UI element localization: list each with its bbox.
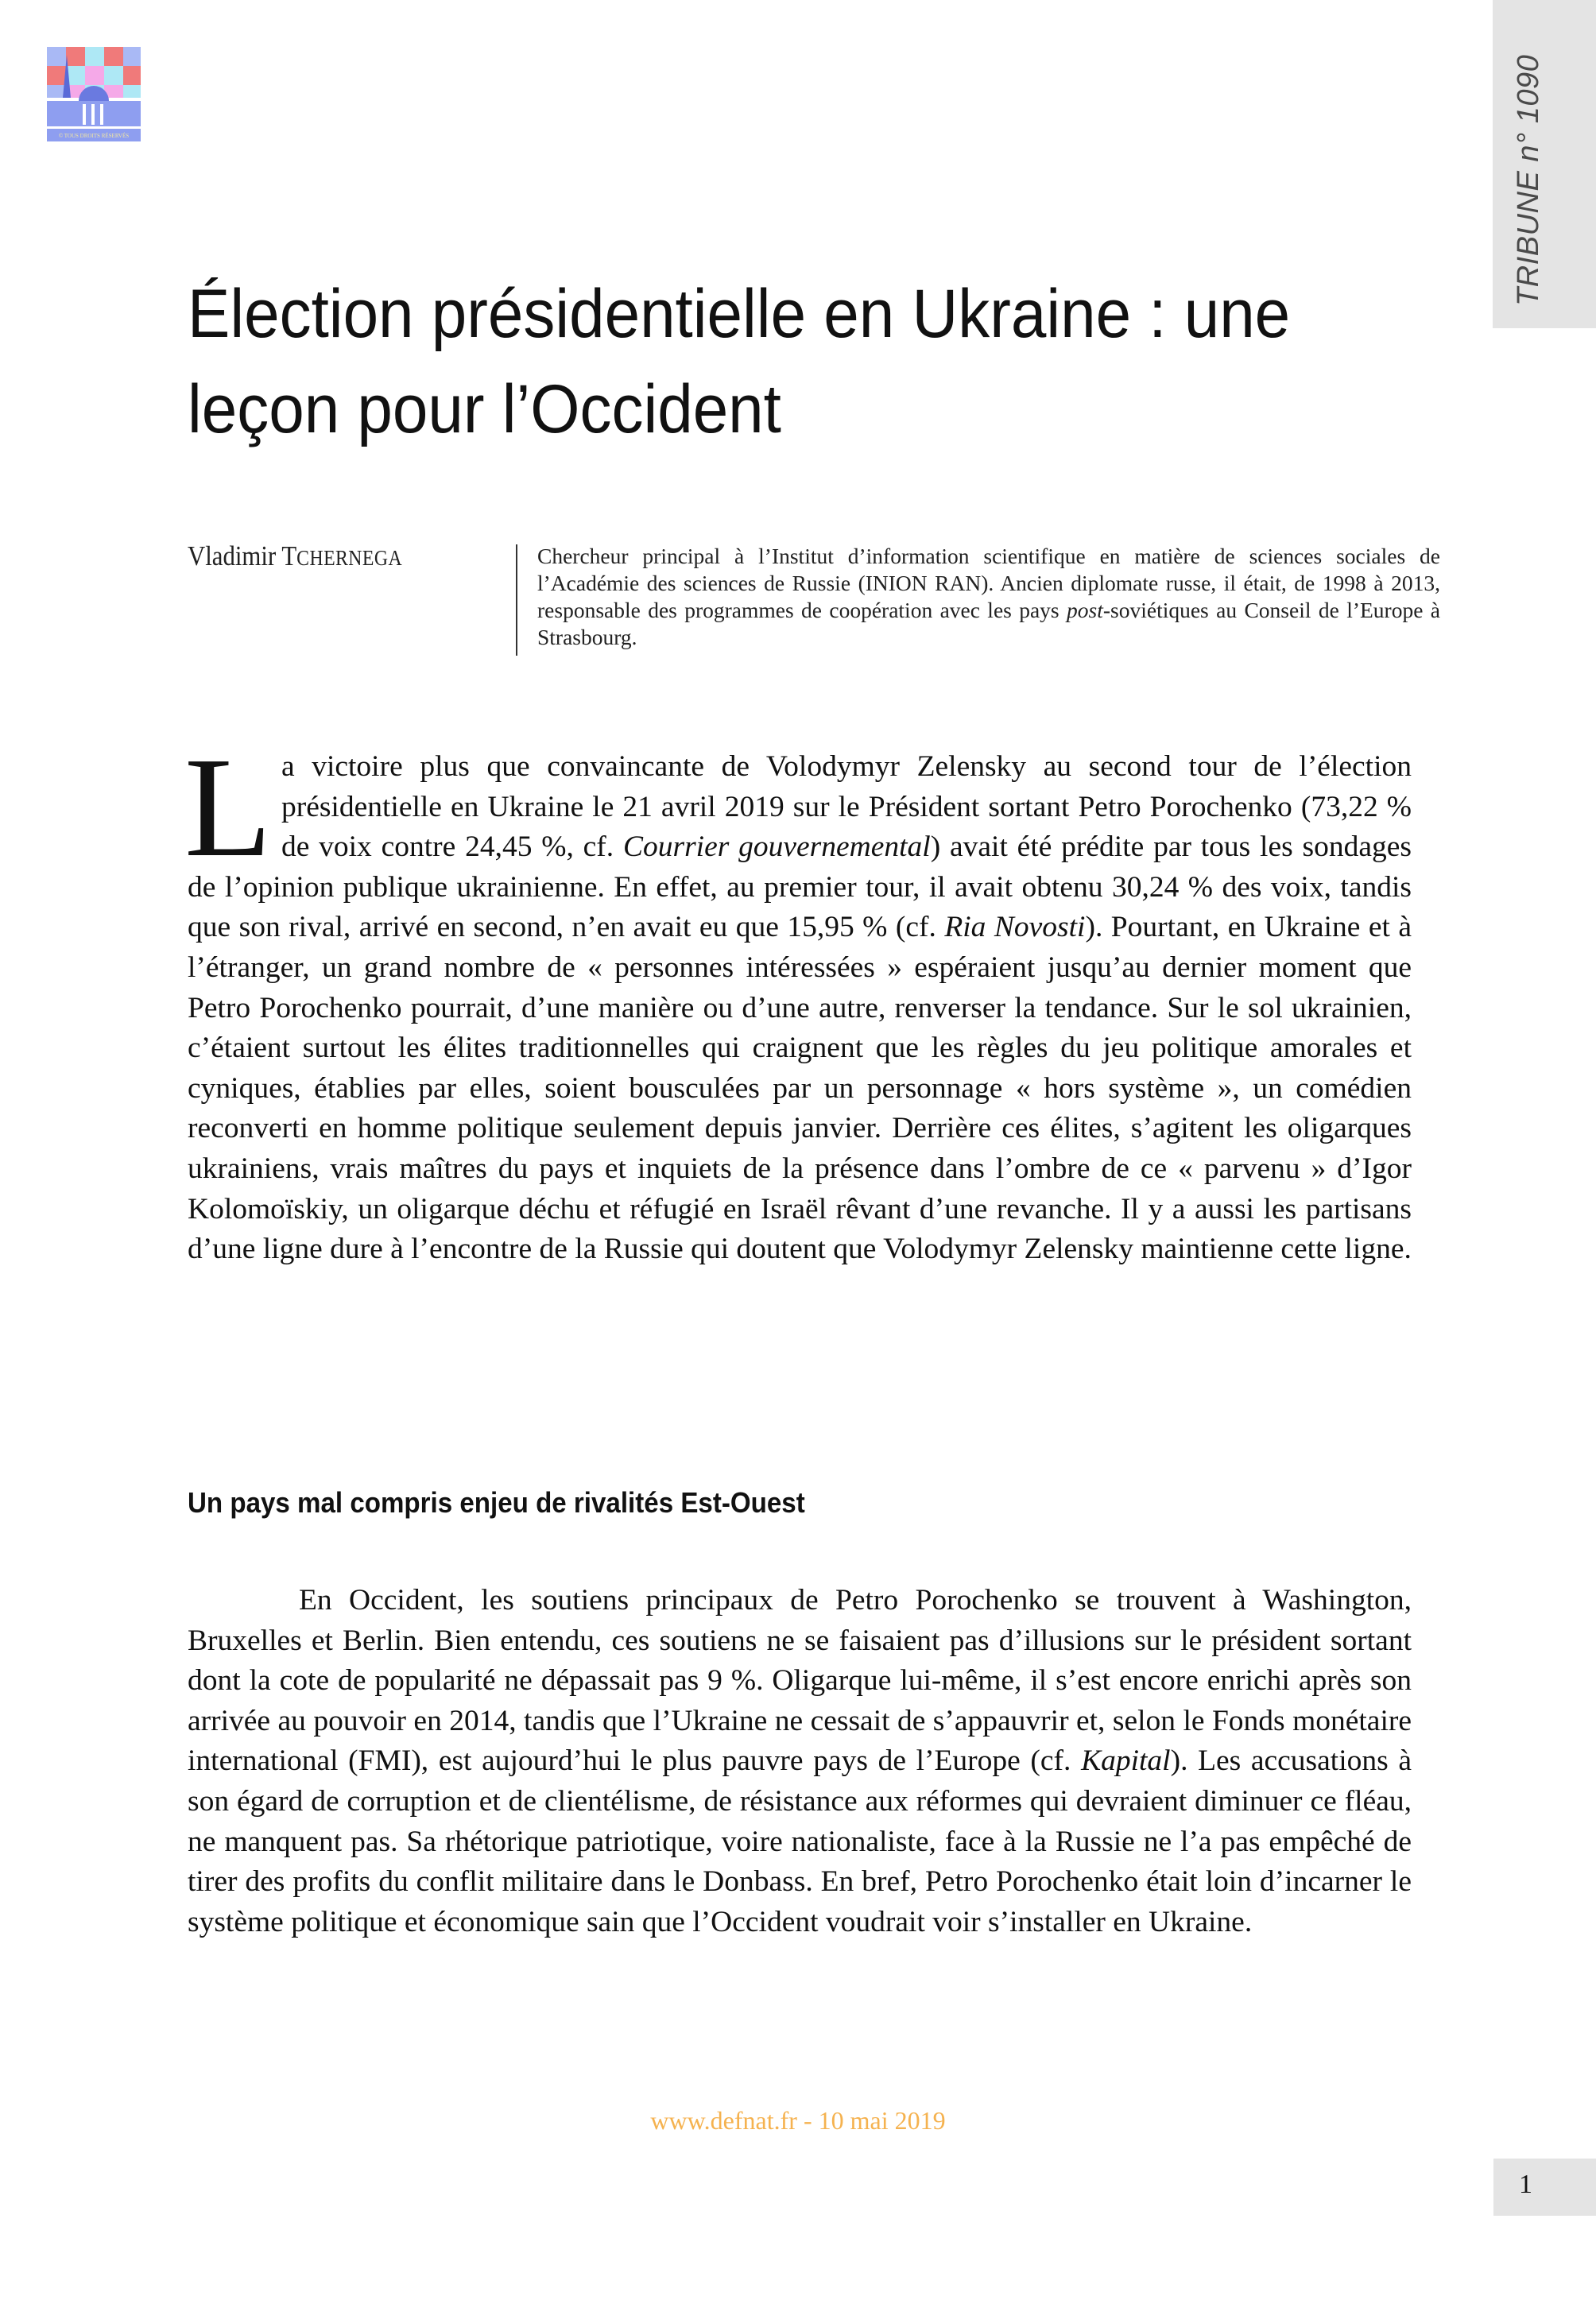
footer-source[interactable]: www.defnat.fr - 10 mai 2019 <box>650 2106 946 2135</box>
author-name <box>188 540 402 572</box>
publication-logo <box>47 47 141 141</box>
article-title: Élection présidentielle en Ukraine : une leçon pour l’Occident <box>188 276 1291 447</box>
page-number: 1 <box>1519 2170 1532 2199</box>
author-first-name: Vladimir <box>188 540 277 571</box>
page-number-box <box>1493 2159 1596 2216</box>
series-label: TRIBUNE n° 1090 <box>1512 54 1545 306</box>
intro-paragraph: La victoire plus que convaincante de Volodymyr Zelensky au second tour de l’élection présidentielle en Ukraine le 21 avril 2019 sur le Président sortant Petro Porochenko (73,22 % de voix contre 24,45 %, cf. Courrier gouvernemental) avait été prédite par tous les sondages de l’opinion publique ukrainienne. En effet, au premier tour, il avait obtenu 30,24 % des voix, tandis que son rival, arrivé en second, n’en avait eu que 15,95 % (cf. Ria Novosti). Pourtant, en Ukraine et à l’étranger, un grand nombre de « personnes intéressées » espéraient jusqu’au dernier moment que Petro Porochenko pourrait, d’une manière ou d’une autre, renverser la tendance. Sur le sol ukrainien, c’étaient surtout les élites traditionnelles qui craignent que les règles du jeu politique amorales et cyniques, établies par elles, soient bousculées par un personnage « hors système », un comédien reconverti en homme politique seulement depuis janvier. Derrière ces élites, s’agitent les oligarques ukrainiens, vrais maîtres du pays et inquiets de la présence dans l’ombre de ce « parvenu » d’Igor Kolomoïskiy, un oligarque déchu et réfugié en Israël rêvant d’une revanche. Il y a aussi les partisans d’une ligne dure à l’encontre de la Russie qui doutent que Volodymyr Zelensky maintienne cette ligne. <box>184 728 1412 1266</box>
author-last-name: TCHERNEGA <box>281 540 403 571</box>
author-bio: Chercheur principal à l’Institut d’information scientifique en matière de sciences sociales de l’Académie des sciences de Russie (INION RAN). Ancien diplomate russe, il était, de 1998 à 2013, responsable des programmes de coopération avec les pays post-soviétiques au Conseil de l’Europe à Strasbourg. <box>537 544 1440 649</box>
section-heading: Un pays mal compris enjeu de rivalités Est-Ouest <box>188 1486 805 1519</box>
section-paragraph: En Occident, les soutiens principaux de Petro Porochenko se trouvent à Washington, Bruxelles et Berlin. Bien entendu, ces soutiens ne se faisaient pas d’illusions sur le président sortant dont la cote de popularité ne dépassait pas 9 %. Oligarque lui-même, il s’est encore enrichi après son arrivée au pouvoir en 2014, tandis que l’Ukraine ne cessait de s’appauvrir et, selon le Fonds monétaire international (FMI), est aujourd’hui le plus pauvre pays de l’Europe (cf. Kapital). Les accusations à son égard de corruption et de clientélisme, de résistance aux réformes qui devraient diminuer ce fléau, ne manquent pas. Sa rhétorique patriotique, voire nationaliste, face à la Russie ne l’a pas empêché de tirer des profits du conflit militaire dans le Donbass. En bref, Petro Porochenko était loin d’incarner le système politique et économique sain que l’Occident voudrait voir s’installer en Ukraine. <box>188 1584 1412 1938</box>
svg-text:© TOUS DROITS RÉSERVÉS: © TOUS DROITS RÉSERVÉS <box>58 133 130 139</box>
citation-link: Ria Novosti <box>944 911 1086 944</box>
defnat-logo-icon <box>47 47 141 141</box>
drop-cap: L <box>184 728 272 886</box>
citation-link: Kapital <box>1081 1744 1171 1778</box>
citation-link: Courrier gouvernemental <box>622 831 931 864</box>
author-divider <box>516 544 517 656</box>
